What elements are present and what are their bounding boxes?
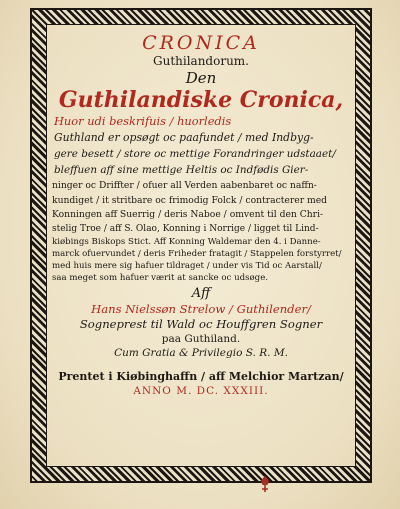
- body-line: bleffuen aff sine mettige Heltis oc Indfødis Gier-: [54, 164, 309, 176]
- body-line: kiøbings Biskops Stict. Aff Konning Waldemar den 4. i Danne-: [52, 237, 321, 247]
- author-title: Sogneprest til Wald oc Houffgren Sogner: [79, 317, 323, 331]
- body-line: marck ofuervundet / deris Friheder fratagit / Stappelen forstyrret/: [52, 249, 342, 259]
- fleuron-icon: [256, 474, 274, 494]
- main-title: Guthilandiske Cronica,: [58, 87, 344, 113]
- body-line: Konningen aff Suerrig / deris Naboe / omvent til den Chri-: [52, 209, 324, 220]
- body-line: saa meget som hafuer værit at sancke oc udsøge.: [52, 273, 269, 283]
- body-line: stelig Troe / aff S. Olao, Konning i Norrige / ligget til Lind-: [52, 224, 319, 234]
- author-place: paa Guthiland.: [161, 333, 241, 345]
- title-cronica: CRONICA: [142, 32, 260, 54]
- body-line: kundiget / it stritbare oc frimodig Folck / contracterer med: [52, 195, 328, 206]
- title-text: [52, 30, 350, 462]
- body-line: gere besett / store oc mettige Forandringer udstaaet/: [54, 148, 336, 160]
- title-den: Den: [185, 69, 217, 87]
- body-line: Huor udi beskrifuis / huorledis: [54, 114, 232, 128]
- body-line: ninger oc Driffter / ofuer all Verden aabenbaret oc naffn-: [52, 180, 317, 191]
- body-line: Guthland er opsøgt oc paafundet / med Indbyg-: [54, 131, 314, 144]
- year-line: ANNO M. DC. XXXIII.: [133, 385, 269, 397]
- author-name: Hans Nielssøn Strelow / Guthilender/: [91, 302, 311, 316]
- printer-line: Prentet i Kiøbinghaffn / aff Melchior Martzan/: [58, 370, 344, 383]
- privilege: Cum Gratia & Privilegio S. R. M.: [114, 347, 288, 359]
- aff-label: Aff: [191, 286, 211, 301]
- title-guthilandorum: Guthilandorum.: [153, 54, 249, 68]
- body-line: med huis mere sig hafuer tildraget / under vis Tid oc Aarstall/: [52, 261, 322, 271]
